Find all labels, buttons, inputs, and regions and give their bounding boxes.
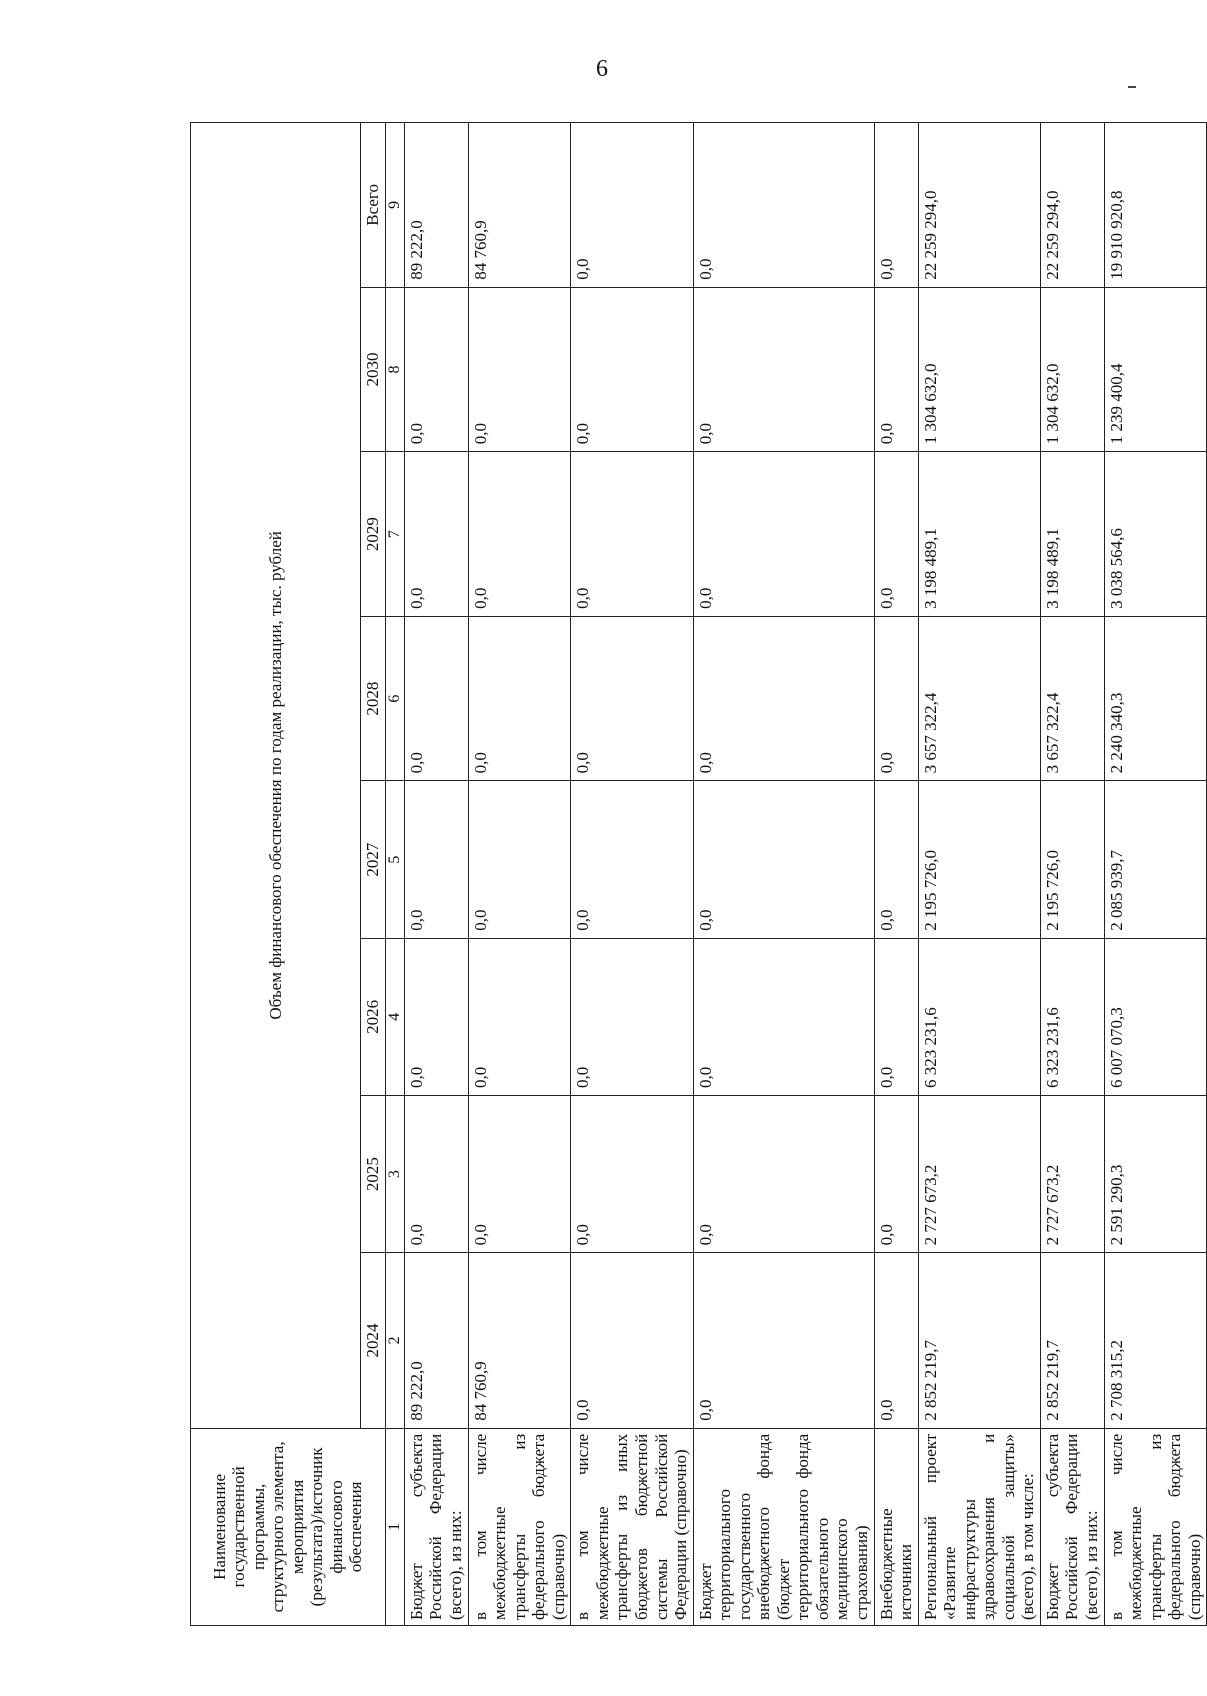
column-index: 1 <box>385 1428 404 1625</box>
value-cell: 0,0 <box>874 287 918 452</box>
value-cell: 84 760,9 <box>468 1253 571 1428</box>
row-name: Внебюджетные источники <box>874 1428 918 1625</box>
value-cell: 0,0 <box>571 1253 693 1428</box>
value-cell: 0,0 <box>874 1096 918 1253</box>
table-row <box>693 123 874 1626</box>
value-cell: 84 760,9 <box>468 123 571 288</box>
name-column-header: Наименование государственной программы, структурного элемента, мероприятия (результата)/источник финансового обеспечения <box>191 1428 386 1625</box>
value-cell: 6 323 231,6 <box>1040 938 1104 1095</box>
volume-header: Объем финансового обеспечения по годам реализации, тыс. рублей <box>191 123 361 1429</box>
value-cell: 2 195 726,0 <box>1040 781 1104 938</box>
value-cell: 0,0 <box>468 1096 571 1253</box>
funding-table <box>190 122 1207 1626</box>
row-name: в том числе межбюджетные трансферты из федерального бюджета (справочно) <box>1104 1428 1207 1625</box>
row-name: Бюджет территориального государственного внебюджетного фонда (бюджет территориального фонда обязательного медицинского страхования) <box>693 1428 874 1625</box>
value-cell: 0,0 <box>571 452 693 617</box>
year-header: 2024 <box>361 1253 386 1428</box>
value-cell: 0,0 <box>571 1096 693 1253</box>
value-cell: 0,0 <box>571 616 693 781</box>
value-cell: 0,0 <box>404 938 468 1095</box>
scan-speck <box>1128 86 1136 88</box>
value-cell: 0,0 <box>404 452 468 617</box>
value-cell: 89 222,0 <box>404 1253 468 1428</box>
value-cell: 0,0 <box>693 452 874 617</box>
value-cell: 0,0 <box>874 938 918 1095</box>
value-cell: 3 657 322,4 <box>918 616 1040 781</box>
year-header: 2028 <box>361 616 386 781</box>
value-cell: 1 304 632,0 <box>1040 287 1104 452</box>
value-cell: 0,0 <box>874 123 918 288</box>
table-row <box>874 123 918 1626</box>
value-cell: 0,0 <box>874 616 918 781</box>
value-cell: 6 323 231,6 <box>918 938 1040 1095</box>
value-cell: 2 727 673,2 <box>918 1096 1040 1253</box>
table-row <box>468 123 571 1626</box>
value-cell: 3 198 489,1 <box>1040 452 1104 617</box>
value-cell: 0,0 <box>468 781 571 938</box>
row-name: Региональный проект «Развитие инфраструктуры здравоохранения и социальной защиты» (всего), в том числе: <box>918 1428 1040 1625</box>
year-header: 2027 <box>361 781 386 938</box>
value-cell: 1 239 400,4 <box>1104 287 1207 452</box>
value-cell: 2 591 290,3 <box>1104 1096 1207 1253</box>
value-cell: 2 852 219,7 <box>918 1253 1040 1428</box>
value-cell: 0,0 <box>468 938 571 1095</box>
value-cell: 22 259 294,0 <box>918 123 1040 288</box>
value-cell: 6 007 070,3 <box>1104 938 1207 1095</box>
rotated-table-wrapper <box>190 122 1204 1626</box>
column-index: 2 <box>385 1253 404 1428</box>
row-name: Бюджет субъекта Российской Федерации (всего), из них: <box>1040 1428 1104 1625</box>
value-cell: 1 304 632,0 <box>918 287 1040 452</box>
value-cell: 2 852 219,7 <box>1040 1253 1104 1428</box>
total-header: Всего <box>361 123 386 288</box>
value-cell: 0,0 <box>693 781 874 938</box>
value-cell: 0,0 <box>874 452 918 617</box>
column-index: 8 <box>385 287 404 452</box>
value-cell: 2 195 726,0 <box>918 781 1040 938</box>
year-header: 2029 <box>361 452 386 617</box>
year-header: 2025 <box>361 1096 386 1253</box>
value-cell: 2 240 340,3 <box>1104 616 1207 781</box>
table-row <box>571 123 693 1626</box>
row-name: в том числе межбюджетные трансферты из иных бюджетов бюджетной системы Российской Федерации (справочно) <box>571 1428 693 1625</box>
table-row <box>404 123 468 1626</box>
value-cell: 2 727 673,2 <box>1040 1096 1104 1253</box>
column-index: 3 <box>385 1096 404 1253</box>
value-cell: 0,0 <box>468 287 571 452</box>
value-cell: 0,0 <box>693 1253 874 1428</box>
value-cell: 0,0 <box>468 452 571 617</box>
value-cell: 22 259 294,0 <box>1040 123 1104 288</box>
value-cell: 0,0 <box>693 938 874 1095</box>
row-name: в том числе межбюджетные трансферты из федерального бюджета (справочно) <box>468 1428 571 1625</box>
value-cell: 89 222,0 <box>404 123 468 288</box>
table-row <box>1040 123 1104 1626</box>
table-row <box>918 123 1040 1626</box>
value-cell: 0,0 <box>404 287 468 452</box>
year-header: 2026 <box>361 938 386 1095</box>
value-cell: 3 198 489,1 <box>918 452 1040 617</box>
column-index: 6 <box>385 616 404 781</box>
value-cell: 0,0 <box>693 287 874 452</box>
value-cell: 0,0 <box>693 123 874 288</box>
value-cell: 0,0 <box>404 1096 468 1253</box>
value-cell: 0,0 <box>404 616 468 781</box>
column-index: 4 <box>385 938 404 1095</box>
value-cell: 3 038 564,6 <box>1104 452 1207 617</box>
value-cell: 0,0 <box>571 938 693 1095</box>
value-cell: 0,0 <box>468 616 571 781</box>
value-cell: 0,0 <box>874 1253 918 1428</box>
table-row <box>1104 123 1207 1626</box>
value-cell: 0,0 <box>693 616 874 781</box>
year-header: 2030 <box>361 287 386 452</box>
value-cell: 2 085 939,7 <box>1104 781 1207 938</box>
column-index: 9 <box>385 123 404 288</box>
value-cell: 0,0 <box>693 1096 874 1253</box>
page-number: 6 <box>596 56 608 82</box>
value-cell: 0,0 <box>874 781 918 938</box>
value-cell: 3 657 322,4 <box>1040 616 1104 781</box>
value-cell: 0,0 <box>571 781 693 938</box>
value-cell: 0,0 <box>571 287 693 452</box>
value-cell: 0,0 <box>404 781 468 938</box>
row-name: Бюджет субъекта Российской Федерации (всего), из них: <box>404 1428 468 1625</box>
column-index: 7 <box>385 452 404 617</box>
value-cell: 19 910 920,8 <box>1104 123 1207 288</box>
value-cell: 2 708 315,2 <box>1104 1253 1207 1428</box>
value-cell: 0,0 <box>571 123 693 288</box>
column-index: 5 <box>385 781 404 938</box>
